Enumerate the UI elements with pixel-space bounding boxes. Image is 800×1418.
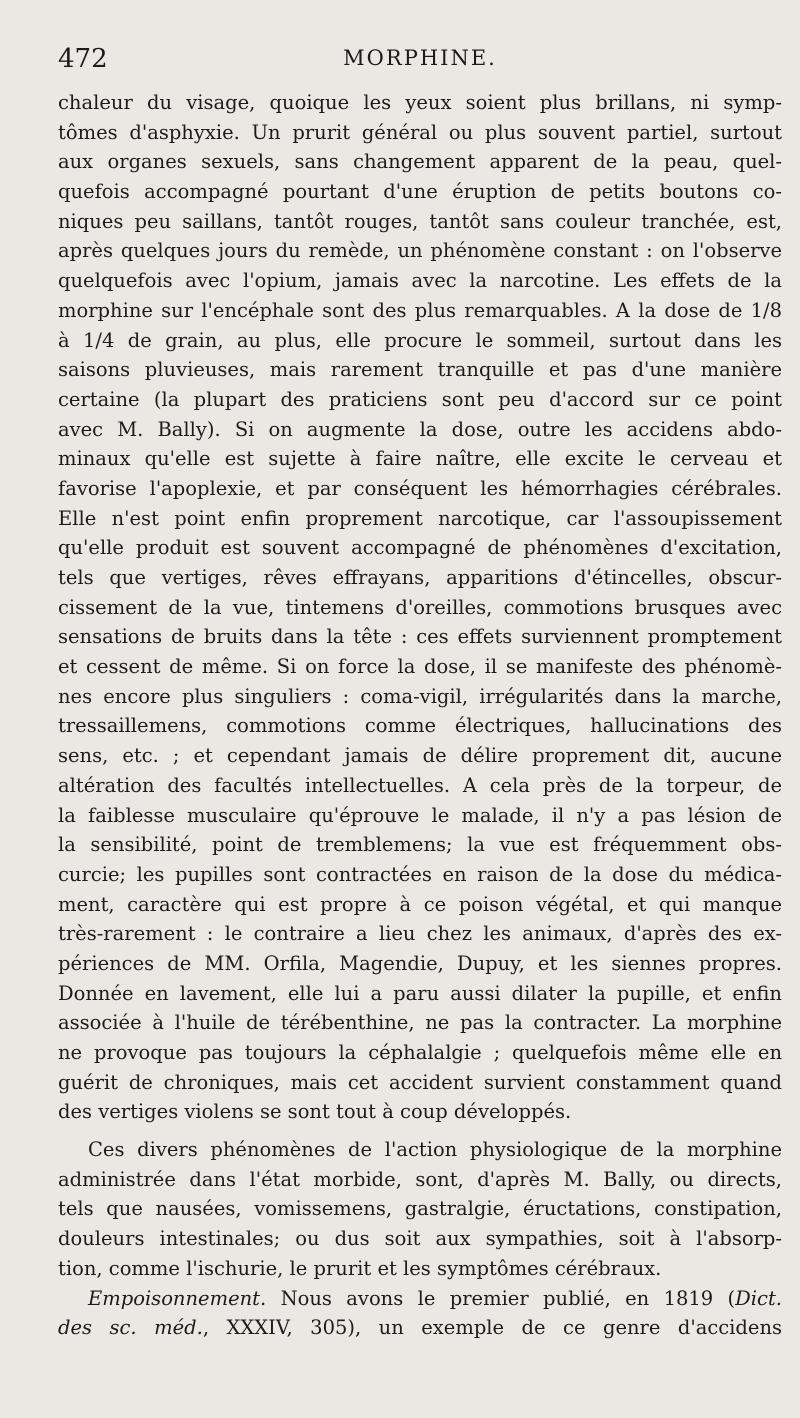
page-number: 472 [58,44,108,74]
text-run: Nous avons le premier publié, en 1819 ( [266,1286,736,1310]
text-line: douleurs intestinales; ou dus soit aux sympathies, soit à l'absorp- [58,1227,782,1251]
reference-italic: Dict. [735,1286,782,1310]
text-line: tômes d'asphyxie. Un prurit général ou plus souvent partiel, surtout [58,120,782,144]
text-line: sensations de bruits dans la tête : ces effets surviennent promptement [58,625,782,649]
text-line: tels que vertiges, rêves effrayans, apparitions d'étincelles, obscur- [58,566,782,589]
text-line: saisons pluvieuses, mais rarement tranquille et pas d'une manière [58,358,782,382]
text-line: nes encore plus singuliers : coma-vigil, irrégularités dans la marche, [58,684,782,708]
text-line: quefois accompagné pourtant d'une éruption de petits boutons co- [58,180,782,204]
text-line: la faiblesse musculaire qu'éprouve le malade, il n'y a pas lésion de [58,803,782,827]
text-line: minaux qu'elle est sujette à faire naître, elle excite le cerveau et [58,447,782,471]
text-line: tels que nausées, vomissemens, gastralgie, éructations, constipation, [58,1197,782,1221]
body-text [58,88,782,1343]
text-line: ment, caractère qui est propre à ce poison végétal, et qui manque [58,892,782,916]
text-line: et cessent de même. Si on force la dose, il se manifeste des phénomè- [58,655,782,679]
text-line: tressaillemens, commotions comme électriques, hallucinations des [58,714,782,738]
paragraph-gap [58,1127,782,1135]
text-line: morphine sur l'encéphale sont des plus remarquables. A la dose de 1/8 [58,298,782,322]
text-line: Donnée en lavement, elle lui a paru aussi dilater la pupille, et enfin [58,981,782,1005]
text-line: après quelques jours du remède, un phénomène constant : on l'observe [58,239,782,263]
text-line: qu'elle produit est souvent accompagné de phénomènes d'excitation, [58,536,782,560]
paragraph-physiological-effects [58,88,782,1127]
paragraph-poisoning [58,1284,782,1343]
text-line: favorise l'apoplexie, et par conséquent les hémorrhagies cérébrales. [58,476,782,500]
text-line: tion, comme l'ischurie, le prurit et les symptômes cérébraux. [58,1256,662,1280]
text-line: très-rarement : le contraire a lieu chez les animaux, d'après des ex- [58,922,782,946]
text-line [58,1284,782,1314]
text-line: niques peu saillans, tantôt rouges, tantôt sans couleur tranchée, est, [58,209,782,233]
text-line: Elle n'est point enfin proprement narcotique, car l'assoupissement [58,506,782,530]
text-line: certaine (la plupart des praticiens sont peu d'accord sur ce point [58,387,782,411]
text-line: altération des facultés intellectuelles. A cela près de la torpeur, de [58,773,782,797]
text-line: quelquefois avec l'opium, jamais avec la narcotine. Les effets de la [58,269,782,293]
text-line: associée à l'huile de térébenthine, ne pas la contracter. La morphine [58,1011,782,1035]
text-line [58,1313,782,1343]
text-line: périences de MM. Orfila, Magendie, Dupuy, et les siennes propres. [58,951,782,975]
text-line: avec M. Bally). Si on augmente la dose, outre les accidens abdo- [58,417,782,441]
text-line: la sensibilité, point de tremblemens; la vue est fréquemment obs- [58,833,782,857]
text-line: des vertiges violens se sont tout à coup développés. [58,1100,572,1124]
text-line: à 1/4 de grain, au plus, elle procure le sommeil, surtout dans les [58,328,782,352]
text-line: cissement de la vue, tintemens d'oreilles, commotions brusques avec [58,595,782,619]
text-line: curcie; les pupilles sont contractées en raison de la dose du médica- [58,862,782,886]
text-line: guérit de chroniques, mais cet accident survient constamment quand [58,1070,782,1094]
paragraph-summary-of-phenomena [58,1135,782,1283]
text-line: aux organes sexuels, sans changement apparent de la peau, quel- [58,150,782,174]
text-line: administrée dans l'état morbide, sont, d'après M. Bally, ou directs, [58,1167,782,1191]
text-run: , XXXIV, 305), un exemple de ce genre d'accidens [202,1316,782,1340]
text-line: chaleur du visage, quoique les yeux soient plus brillans, ni symp- [58,91,782,114]
reference-italic: des sc. méd. [58,1316,203,1340]
running-title: MORPHINE. [343,46,497,70]
text-line: ne provoque pas toujours la céphalalgie ; quelquefois même elle en [58,1041,782,1064]
text-line: sens, etc. ; et cependant jamais de délire proprement dit, aucune [58,744,782,768]
section-lead-empoisonnement: Empoisonnement. [88,1286,267,1310]
text-line: Ces divers phénomènes de l'action physiologique de la morphine [88,1138,782,1162]
page-header [58,40,782,88]
